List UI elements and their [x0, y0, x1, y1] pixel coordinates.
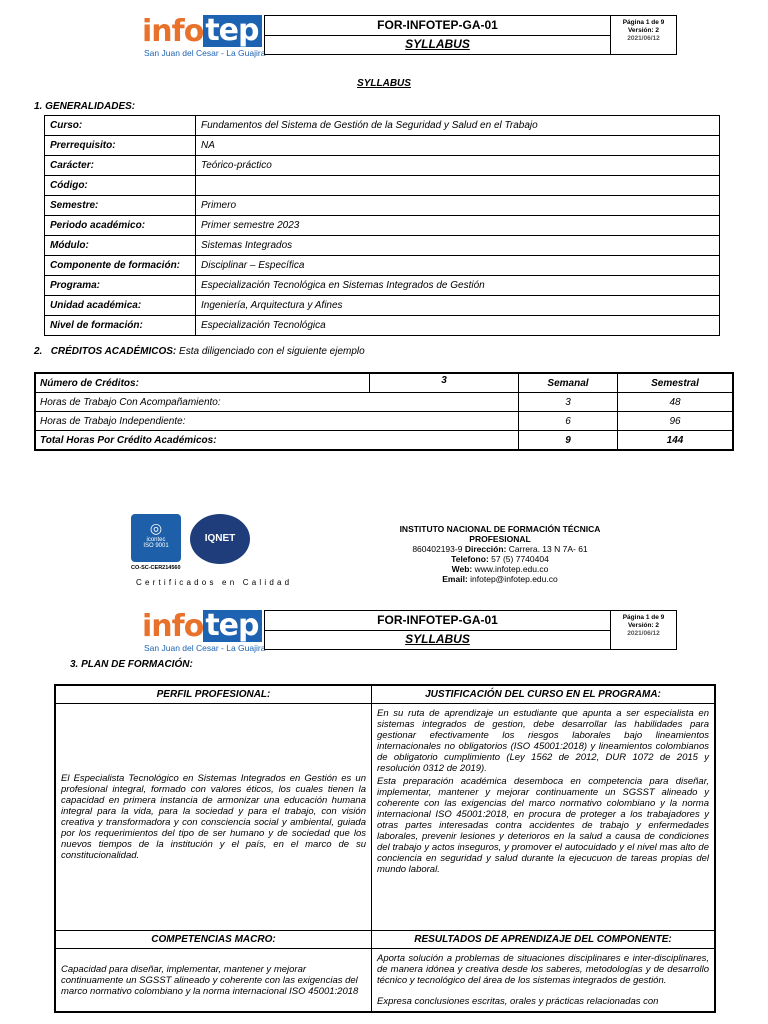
field-value: Especialización Tecnológica [196, 316, 720, 336]
generalidades-row [45, 116, 720, 136]
generalidades-row [45, 236, 720, 256]
field-value: Primer semestre 2023 [196, 216, 720, 236]
field-label: Nivel de formación: [45, 316, 196, 336]
field-label: Semestre: [45, 196, 196, 216]
form-title: SYLLABUS [405, 37, 470, 51]
field-label: Unidad académica: [45, 296, 196, 316]
row-label: Horas de Trabajo Con Acompañamiento: [35, 393, 519, 412]
competencias-header: COMPETENCIAS MACRO: [55, 931, 372, 949]
infotep-logo: info tep San Juan del Cesar - La Guajira [142, 608, 266, 653]
justificacion-header: JUSTIFICACIÓN DEL CURSO EN EL PROGRAMA: [372, 685, 716, 704]
form-code: FOR-INFOTEP-GA-01 [377, 18, 498, 32]
page-number: Página 1 de 9 [622, 19, 665, 26]
generalidades-row [45, 176, 720, 196]
version: Versión: 2 [627, 27, 660, 34]
field-label: Prerrequisito: [45, 136, 196, 156]
infotep-logo: info tep San Juan del Cesar - La Guajira [142, 13, 266, 58]
field-label: Carácter: [45, 156, 196, 176]
creditos-table: Número de Créditos: 3 Semanal Semestral Horas de Trabajo Con Acompañamiento: 3 48 Horas de Trabajo Independiente: 6 96 Total Horas Por Crédito Académicos: 9 144 [34, 372, 734, 451]
field-value: Especialización Tecnológica en Sistemas Integrados de Gestión [196, 276, 720, 296]
field-label: Módulo: [45, 236, 196, 256]
generalidades-row [45, 136, 720, 156]
generalidades-row [45, 316, 720, 336]
page-info-box [611, 15, 677, 55]
icontec-logo: ◎ icontec ISO 9001 [131, 514, 181, 562]
field-value: NA [196, 136, 720, 156]
iqnet-logo: IQNET [190, 514, 250, 564]
section-heading-generalidades: 1. GENERALIDADES: [34, 101, 136, 112]
form-code-box [264, 15, 611, 55]
cert-caption: Certificados en Calidad [136, 578, 293, 587]
resultados-header: RESULTADOS DE APRENDIZAJE DEL COMPONENTE: [372, 931, 716, 949]
generalidades-row [45, 156, 720, 176]
row-label: Horas de Trabajo Independiente: [35, 412, 519, 431]
section-heading-creditos: 2. CRÉDITOS ACADÉMICOS: Esta diligenciado con el siguiente ejemplo [34, 346, 365, 357]
credits-value: 3 [370, 373, 519, 393]
col-semestral: Semestral [618, 373, 734, 393]
field-value: Disciplinar – Específica [196, 256, 720, 276]
cert-code: CO-SC-CER214560 [131, 565, 181, 571]
col-semanal: Semanal [519, 373, 618, 393]
field-value: Fundamentos del Sistema de Gestión de la Seguridad y Salud en el Trabajo [196, 116, 720, 136]
plan-table [54, 684, 716, 1013]
field-value [196, 176, 720, 196]
page-header-2 [142, 610, 676, 654]
field-label: Programa: [45, 276, 196, 296]
form-code-box: FOR-INFOTEP-GA-01 SYLLABUS [264, 610, 611, 650]
generalidades-row [45, 276, 720, 296]
field-value: Sistemas Integrados [196, 236, 720, 256]
field-label: Periodo académico: [45, 216, 196, 236]
competencias-text: Capacidad para diseñar, implementar, mantener y mejorar continuamente un SGSST alineado y coherente con las exigencias del marco normativo colombiano y la norma internacional ISO 45001:2018 [55, 949, 372, 1013]
section-heading-plan: 3. PLAN DE FORMACIÓN: [70, 659, 193, 670]
field-label: Código: [45, 176, 196, 196]
date: 2021/06/12 [627, 35, 660, 42]
field-value: Ingeniería, Arquitectura y Afines [196, 296, 720, 316]
perfil-header: PERFIL PROFESIONAL: [55, 685, 372, 704]
page-info-box: Página 1 de 9 Versión: 2 2021/06/12 [611, 610, 677, 650]
credits-label: Número de Créditos: [35, 373, 370, 393]
total-label: Total Horas Por Crédito Académicos: [35, 431, 519, 451]
field-label: Componente de formación: [45, 256, 196, 276]
page-header [142, 15, 676, 59]
institution-info: INSTITUTO NACIONAL DE FORMACIÓN TÉCNICA PROFESIONAL 860402193-9 Dirección: Carrera. 13 N 7A- 61 Telefono: 57 (5) 7740404 Web: www.infotep.edu.co Email: infotep@infotep.edu.co [399, 524, 601, 584]
field-value: Primero [196, 196, 720, 216]
generalidades-table [44, 115, 720, 336]
generalidades-row [45, 256, 720, 276]
generalidades-row [45, 216, 720, 236]
justificacion-text: En su ruta de aprendizaje un estudiante que apunta a ser especialista en sistemas integrados de gestion, debe desarrollar las habilidades para gestionar efectivamente los riesgos laborales bajo lineamientos internacionales no obligatorios (ISO 45001:2018) y lineamientos colombianos de obligatorio cumplimiento (Ley 1562 de 2012, DUR 1072 de 2015 y resolución 0312 de 2019). Esta preparación académica desemboca en competencia para diseñar, implementar, mantener y mejorar continuamente un SGSST alineado y coherente con las exigencias del marco normativo colombiano y la norma internacional ISO 45001:2018, en procura de proteger a los trabajadores y otras partes interesadas contra accidentes de trabajo y enfermedades laborales, prevenir lesiones y deterioros en la salud a causa de condiciones del trabajo y actos inseguros, y promover el autocuidado y el nivel mas alto de conciencia en seguridad y salud durante la ejecucuon de tareas propias del mundo laboral. [372, 704, 716, 931]
field-value: Teórico-práctico [196, 156, 720, 176]
generalidades-row [45, 196, 720, 216]
generalidades-row [45, 296, 720, 316]
perfil-text: El Especialista Tecnológico en Sistemas Integrados en Gestión es un profesional integral, formado con valores éticos, los cuales tienen la capacidad en primera instancia de armonizar una educación humana integral para la vida, para la sociedad y para el trabajo, con visión creativa y transformadora y con consciencia social y ambiental, guiada por los requerimientos del tipo de ser humano y de sociedad que los nuevos tiempos de la institución y el país, en el marco de su constitucionalidad. [55, 704, 372, 931]
doc-title: SYLLABUS [357, 78, 411, 89]
field-label: Curso: [45, 116, 196, 136]
resultados-text: Aporta solución a problemas de situaciones disciplinares e inter-disciplinares, de manera idónea y creativa desde los saberes, metodologías y de desarrollo técnico y tecnológico del área de los sistemas integrados de gestión. Expresa conclusiones escritas, orales y prácticas relacionadas con [372, 949, 716, 1013]
